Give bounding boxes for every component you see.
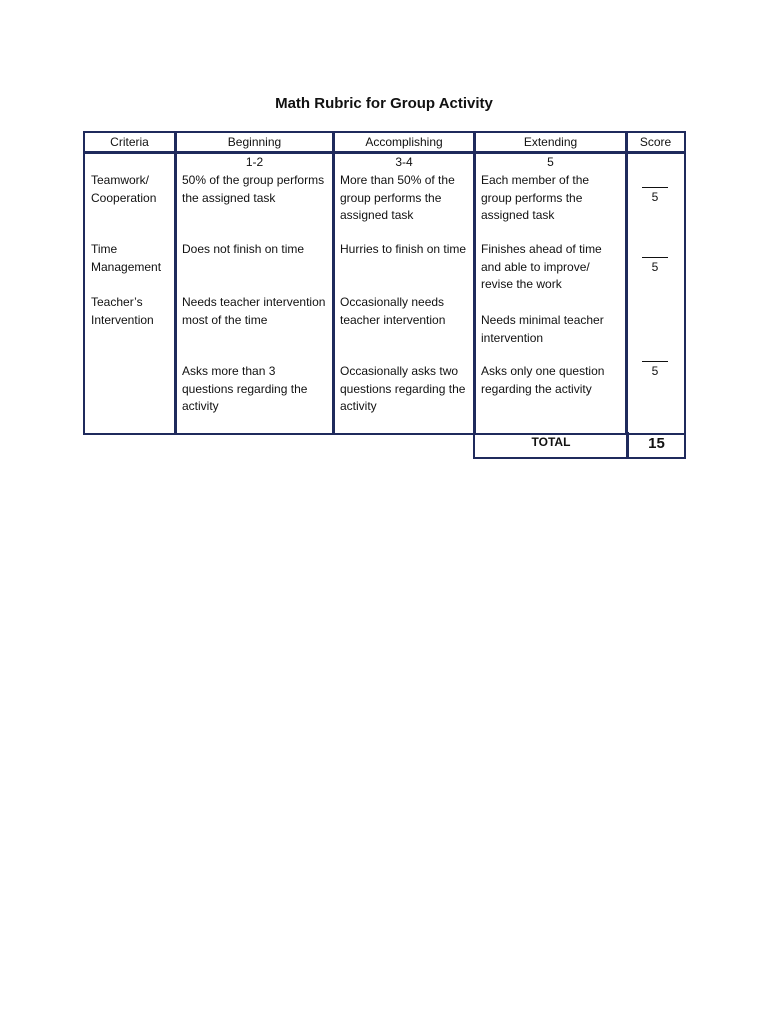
criteria-name: Teamwork/ Cooperation [91,173,157,205]
beginning-descriptor: 50% of the group performs the assigned task [182,173,325,205]
beginning-descriptor: Needs teacher intervention most of the time [182,295,326,327]
score-value: 5 [651,364,659,378]
column-divider [625,133,628,433]
beginning-descriptor: Asks more than 3 questions regarding the activity [182,364,308,413]
level-accomplishing: 3-4 [395,155,413,169]
header-divider [85,151,684,154]
header-score: Score [639,135,672,149]
score-blank-line [642,257,668,258]
column-divider [174,133,177,433]
extending-descriptor: Finishes ahead of time and able to improve/ revise the work [481,242,602,291]
accomplishing-descriptor: More than 50% of the group performs the assigned task [340,173,455,222]
score-blank-line [642,187,668,188]
criteria-name: Teacher’s Intervention [91,295,154,327]
extending-descriptor: Asks only one question regarding the activity [481,364,605,396]
accomplishing-descriptor: Occasionally needs teacher intervention [340,295,446,327]
total-label: TOTAL [531,435,571,449]
accomplishing-descriptor: Occasionally asks two questions regarding the activity [340,364,466,413]
page-title: Math Rubric for Group Activity [275,95,493,112]
score-blank-line [642,361,668,362]
score-value: 5 [651,260,659,274]
column-divider [473,133,476,433]
header-accomplishing: Accomplishing [365,135,443,149]
beginning-descriptor: Does not finish on time [182,242,305,256]
column-divider [332,133,335,433]
extending-descriptor: Each member of the group performs the assigned task [481,173,590,222]
accomplishing-descriptor: Hurries to finish on time [340,242,467,256]
extending-descriptor: Needs minimal teacher intervention [481,313,604,345]
rubric-table [83,131,686,435]
score-value: 5 [651,190,659,204]
total-value: 15 [648,435,665,452]
total-row [473,432,686,459]
criteria-name: Time Management [91,242,162,274]
level-beginning: 1-2 [245,155,264,169]
header-extending: Extending [523,135,578,149]
header-beginning: Beginning [227,135,282,149]
level-extending: 5 [547,155,554,169]
header-criteria: Criteria [110,135,149,149]
